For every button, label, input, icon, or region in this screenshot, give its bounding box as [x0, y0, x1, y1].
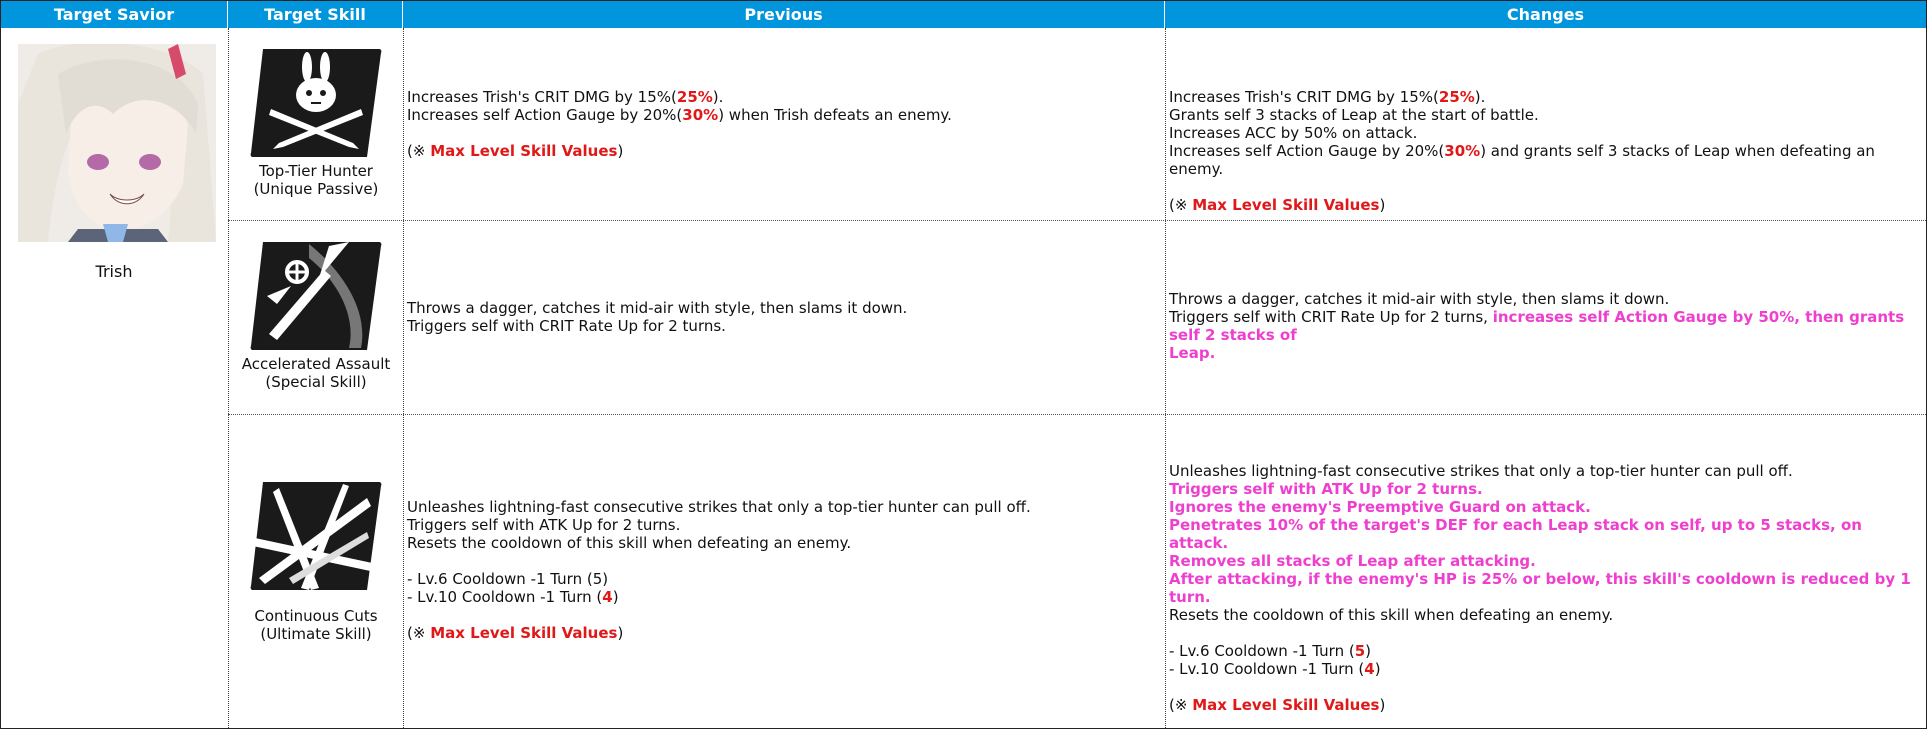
- highlight-segment: Removes all stacks of Leap after attacking.: [1169, 552, 1536, 570]
- text-segment: Resets the cooldown of this skill when defeating an enemy.: [1169, 606, 1614, 624]
- description-line: [407, 124, 952, 142]
- description-line: [407, 624, 1031, 642]
- description-line: [407, 534, 1031, 552]
- highlight-segment: Triggers self with ATK Up for 2 turns.: [1169, 480, 1483, 498]
- text-segment: - Lv.6 Cooldown -1 Turn (: [407, 570, 593, 588]
- header-target-savior: Target Savior: [1, 1, 228, 28]
- text-segment: (※: [1169, 696, 1193, 714]
- description-line: [1169, 696, 1926, 714]
- highlight-segment: 30%: [1444, 142, 1481, 160]
- text-segment: ) when Trish defeats an enemy.: [718, 106, 952, 124]
- text-segment: (※: [1169, 196, 1193, 214]
- description-line: [1169, 462, 1926, 480]
- text-segment: Triggers self with CRIT Rate Up for 2 turns.: [407, 317, 726, 335]
- highlight-segment: Max Level Skill Values: [430, 624, 618, 642]
- description-line: [1169, 308, 1926, 344]
- description-line: [1169, 142, 1926, 178]
- header-previous: Previous: [403, 1, 1165, 28]
- description-line: [407, 317, 907, 335]
- column-divider: [403, 28, 404, 728]
- thrown-dagger-icon: [249, 238, 383, 354]
- text-segment: ): [1365, 642, 1372, 660]
- highlight-segment: Penetrates 10% of the target's DEF for each Leap stack on self, up to 5 stacks, on attack.: [1169, 516, 1868, 552]
- text-segment: Unleashes lightning-fast consecutive strikes that only a top-tier hunter can pull off.: [407, 498, 1031, 516]
- skill-previous-description: [407, 88, 952, 160]
- text-segment: (※: [407, 142, 431, 160]
- description-line: [1169, 290, 1926, 308]
- row-divider: [228, 414, 1926, 415]
- skill-previous-description: [407, 299, 907, 335]
- description-line: [1169, 642, 1926, 660]
- skill-previous-description: [407, 498, 1031, 642]
- description-line: [407, 498, 1031, 516]
- text-segment: - Lv.10 Cooldown -1 Turn (: [1169, 660, 1365, 678]
- text-segment: Increases self Action Gauge by 20%(: [1169, 142, 1445, 160]
- description-line: [1169, 124, 1926, 142]
- description-line: [1169, 196, 1926, 214]
- highlight-segment: 4: [1364, 660, 1375, 678]
- text-segment: Increases Trish's CRIT DMG by 15%(: [407, 88, 677, 106]
- description-line: [1169, 88, 1926, 106]
- text-segment: Triggers self with CRIT Rate Up for 2 turns,: [1169, 308, 1493, 326]
- description-line: [1169, 552, 1926, 570]
- description-line: [407, 588, 1031, 606]
- text-segment: Triggers self with ATK Up for 2 turns.: [407, 516, 681, 534]
- description-line: [407, 570, 1031, 588]
- highlight-segment: Leap.: [1169, 344, 1216, 362]
- header-target-skill: Target Skill: [228, 1, 403, 28]
- bunny-crossed-daggers-icon: [249, 45, 383, 161]
- text-segment: Increases self Action Gauge by 20%(: [407, 106, 683, 124]
- text-segment: ) and grants self 3 stacks of Leap when defeating an enemy.: [1169, 142, 1880, 178]
- description-line: [407, 106, 952, 124]
- skill-name: Continuous Cuts (Ultimate Skill): [254, 607, 378, 643]
- text-segment: ): [1379, 696, 1386, 714]
- description-line: [1169, 570, 1926, 606]
- description-line: [1169, 480, 1926, 498]
- highlight-segment: After attacking, if the enemy's HP is 25% or below, this skill's cooldown is reduced by 1 turn.: [1169, 570, 1916, 606]
- skill-changes-description: [1169, 462, 1926, 714]
- description-line: [1169, 606, 1926, 624]
- description-line: [407, 299, 907, 317]
- column-divider: [1165, 28, 1166, 728]
- description-line: [1169, 678, 1926, 696]
- description-line: [407, 552, 1031, 570]
- text-segment: ).: [1474, 88, 1486, 106]
- description-line: [1169, 498, 1926, 516]
- description-line: [1169, 106, 1926, 124]
- highlight-segment: 25%: [676, 88, 713, 106]
- text-segment: ): [602, 570, 609, 588]
- description-line: [407, 142, 952, 160]
- highlight-segment: Ignores the enemy's Preemptive Guard on attack.: [1169, 498, 1591, 516]
- savior-name: Trish: [95, 262, 133, 281]
- description-line: [407, 516, 1031, 534]
- highlight-segment: 4: [602, 588, 613, 606]
- text-segment: Throws a dagger, catches it mid-air with style, then slams it down.: [1169, 290, 1670, 308]
- text-segment: Unleashes lightning-fast consecutive strikes that only a top-tier hunter can pull off.: [1169, 462, 1793, 480]
- text-segment: ): [1379, 196, 1386, 214]
- highlight-segment: Max Level Skill Values: [1192, 196, 1380, 214]
- text-segment: Increases ACC by 50% on attack.: [1169, 124, 1418, 142]
- header-changes: Changes: [1165, 1, 1926, 28]
- highlight-segment: Max Level Skill Values: [1192, 696, 1380, 714]
- text-segment: ).: [712, 88, 724, 106]
- highlight-segment: 5: [1354, 642, 1366, 660]
- description-line: [1169, 516, 1926, 552]
- highlight-segment: Max Level Skill Values: [430, 142, 618, 160]
- text-segment: Throws a dagger, catches it mid-air with style, then slams it down.: [407, 299, 908, 317]
- slash-strikes-icon: [249, 478, 383, 594]
- text-segment: ): [617, 142, 624, 160]
- text-segment: Resets the cooldown of this skill when defeating an enemy.: [407, 534, 852, 552]
- text-segment: - Lv.10 Cooldown -1 Turn (: [407, 588, 603, 606]
- highlight-segment: 25%: [1438, 88, 1475, 106]
- savior-portrait: [18, 44, 216, 242]
- highlight-segment: increases self Action Gauge by 50%, then grants self 2 stacks of: [1169, 308, 1910, 344]
- highlight-segment: 30%: [682, 106, 719, 124]
- description-line: [1169, 624, 1926, 642]
- text-segment: ): [617, 624, 624, 642]
- text-segment: (※: [407, 624, 431, 642]
- description-line: [1169, 660, 1926, 678]
- skill-name: Accelerated Assault (Special Skill): [241, 355, 391, 391]
- text-segment: Increases Trish's CRIT DMG by 15%(: [1169, 88, 1439, 106]
- description-line: [1169, 178, 1926, 196]
- skill-name: Top-Tier Hunter (Unique Passive): [253, 162, 379, 198]
- description-line: [407, 606, 1031, 624]
- description-line: [407, 88, 952, 106]
- skill-changes-description: [1169, 290, 1926, 362]
- text-segment: 5: [592, 570, 603, 588]
- text-segment: ): [612, 588, 619, 606]
- row-divider: [228, 220, 1926, 221]
- text-segment: - Lv.6 Cooldown -1 Turn (: [1169, 642, 1355, 660]
- text-segment: Grants self 3 stacks of Leap at the start of battle.: [1169, 106, 1539, 124]
- text-segment: ): [1374, 660, 1381, 678]
- skill-changes-description: [1169, 88, 1926, 214]
- description-line: [1169, 344, 1926, 362]
